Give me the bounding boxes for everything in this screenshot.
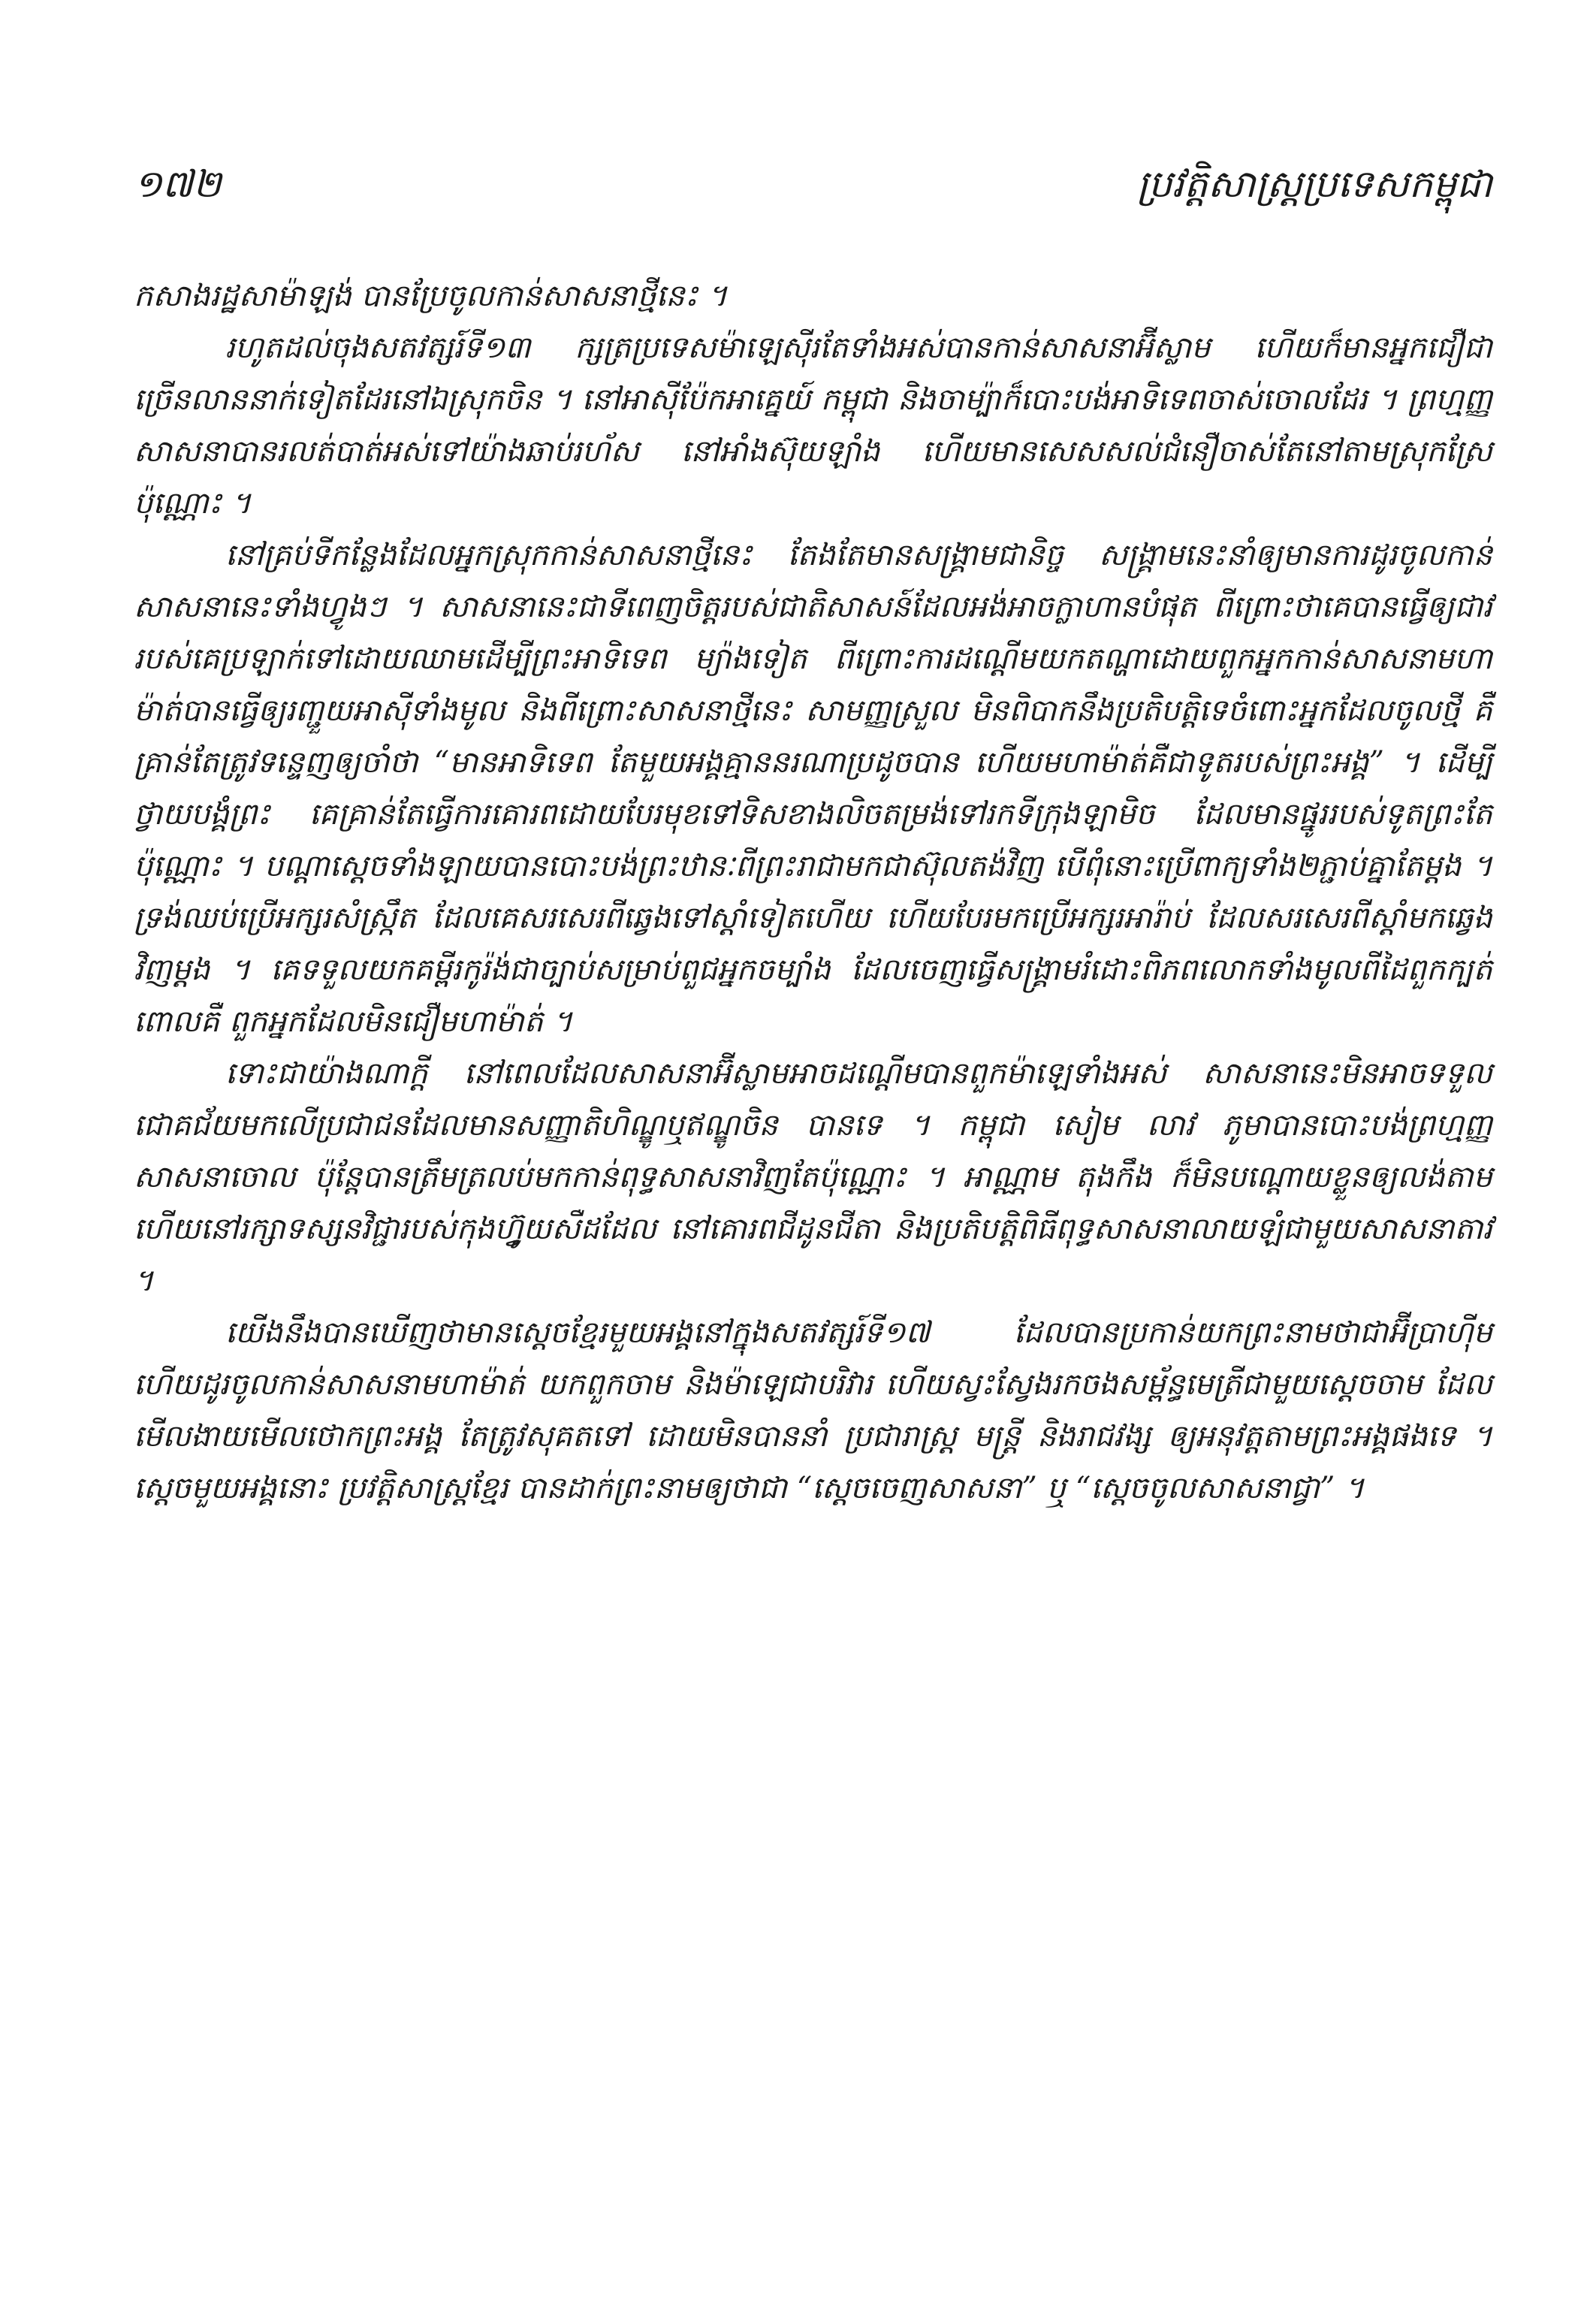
paragraph: រហូតដល់ចុងសតវត្សរ៍ទី១៣ ក្សត្រប្រទេសម៉ាឡេស៊ីរតែទាំងអស់បានកាន់សាសនាអ៊ីស្លាម ហើយក៏មានអ្នកជឿជាច្រើនលាននាក់ទៀតដែរនៅឯស្រុកចិន ។ នៅអាស៊ីប៉ែកអាគ្នេយ៍ កម្ពុជា និងចាម្ប៉ាក៏បោះបង់អាទិទេពចាស់ចោលដែរ ។ ព្រហ្មញ្ញសាសនាបានរលត់បាត់អស់ទៅយ៉ាងឆាប់រហ័ស នៅអាំងស៊ុយឡាំង ហើយមានសេសសល់ជំនឿចាស់តែនៅតាមស្រុកស្រែប៉ុណ្ណោះ ។ (134, 331, 1492, 521)
paragraph: នៅគ្រប់ទីកន្លែងដែលអ្នកស្រុកកាន់សាសនាថ្មីនេះ តែងតែមានសង្គ្រាមជានិច្ច សង្គ្រាមនេះនាំឲ្យមានការដូរចូលកាន់សាសនានេះទាំងហ្វូងៗ ។ សាសនានេះជាទីពេញចិត្តរបស់ជាតិសាសន៍ដែលអង់អាចក្លាហានបំផុត ពីព្រោះថាគេបានធ្វើឲ្យជាវរបស់គេប្រឡាក់ទៅដោយឈាមដើម្បីព្រះអាទិទេព ម្យ៉ាងទៀត ពីព្រោះការដណ្ដើមយកតណ្ហាដោយពួកអ្នកកាន់សាសនាមហាម៉ាត់បានធ្វើឲ្យរញ្ជួយអាស៊ីទាំងមូល និងពីព្រោះសាសនាថ្មីនេះ សាមញ្ញស្រួល មិនពិបាកនឹងប្រតិបត្តិទេចំពោះអ្នកដែលចូលថ្មី គឺគ្រាន់តែត្រូវទន្ទេញឲ្យចាំថា “មានអាទិទេព តែមួយអង្គគ្មាននរណាប្រដូចបាន ហើយមហាម៉ាត់គឺជាទូតរបស់ព្រះអង្គ” ។ ដើម្បីថ្វាយបង្គំព្រះ គេគ្រាន់តែធ្វើការគោរពដោយបែរមុខទៅទិសខាងលិចតម្រង់ទៅរកទីក្រុងឡាមិច ដែលមានផ្នូររបស់ទូតព្រះតែប៉ុណ្ណោះ ។ បណ្ដាស្ដេចទាំងឡាយបានបោះបង់ព្រះឋានៈពីព្រះរាជាមកជាស៊ុលតង់វិញ បើពុំនោះប្រើពាក្យទាំង២ភ្ជាប់គ្នាតែម្ដង ។ ទ្រង់ឈប់ប្រើអក្សរសំស្ក្រឹត ដែលគេសរសេរពីឆ្វេងទៅស្ដាំទៀតហើយ ហើយបែរមកប្រើអក្សរអារ៉ាប់ ដែលសរសេរពីស្ដាំមកឆ្វេងវិញម្ដង ។ គេទទួលយកគម្ពីរកូរ៉ង់ជាច្បាប់សម្រាប់ពួជអ្នកចម្បាំង ដែលចេញធ្វើសង្គ្រាមរំដោះពិភពលោកទាំងមូលពីដៃពួកក្បត់ ពោលគឺ ពួកអ្នកដែលមិនជឿមហាម៉ាត់ ។ (134, 538, 1492, 1039)
body-text (134, 270, 1492, 1514)
paragraph: កសាងរដ្ឋសាម៉ាឡង់ បានប្រែចូលកាន់សាសនាថ្មីនេះ ។ (134, 279, 728, 313)
page-header (134, 161, 1492, 221)
paragraph: ទោះជាយ៉ាងណាក្តី នៅពេលដែលសាសនាអ៊ីស្លាមអាចដណ្ដើមបានពួកម៉ាឡេទាំងអស់ សាសនានេះមិនអាចទទួលជោគជ័យមកលើប្រជាជនដែលមានសញ្ញាតិហិណ្ឌូឬឥណ្ឌូចិន បានទេ ។ កម្ពុជា សៀម លាវ ភូមាបានបោះបង់ព្រហ្មញ្ញសាសនាចោល ប៉ុន្តែបានត្រឹមត្រលប់មកកាន់ពុទ្ធសាសនាវិញតែប៉ុណ្ណោះ ។ អាណ្ណាម តុងកឹង ក៏មិនបណ្ដោយខ្លួនឲ្យលង់តាម ហើយនៅរក្សាទស្សនវិជ្ជារបស់កុងហ្វ៊ូយសឺដដែល នៅគោរពជីដូនជីតា និងប្រតិបត្តិពិធីពុទ្ធសាសនាលាយឡំជាមួយសាសនាតាវ ។ (134, 1056, 1492, 1298)
page-number: ១៧២ (134, 162, 222, 206)
running-title: ប្រវត្តិសាស្ត្រប្រទេសកម្ពុជា (1136, 162, 1492, 206)
paragraph: យើងនឹងបានឃើញថាមានស្ដេចខ្មែរមួយអង្គនៅក្នុងសតវត្សរ៍ទី១៧ ដែលបានប្រកាន់យកព្រះនាមថាជាអ៊ីប្រាហ៊ីម ហើយដូរចូលកាន់សាសនាមហាម៉ាត់ យកពួកចាម និងម៉ាឡេជាបរិវារ ហើយស្វះស្វែងរកចងសម្ព័ន្ធមេត្រីជាមួយស្ដេចចាម ដែលមើលងាយមើលថោកព្រះអង្គ តែត្រូវសុគតទៅ ដោយមិនបាននាំ ប្រជារាស្ត្រ មន្ត្រី និងរាជវង្ស ឲ្យអនុវត្តតាមព្រះអង្គផងទេ ។ ស្ដេចមួយអង្គនោះ ប្រវត្តិសាស្ត្រខ្មែរ បានដាក់ព្រះនាមឲ្យថាជា “ស្ដេចចេញសាសនា” ឬ “ស្ដេចចូលសាសនាជ្វា” ។ (134, 1315, 1492, 1505)
